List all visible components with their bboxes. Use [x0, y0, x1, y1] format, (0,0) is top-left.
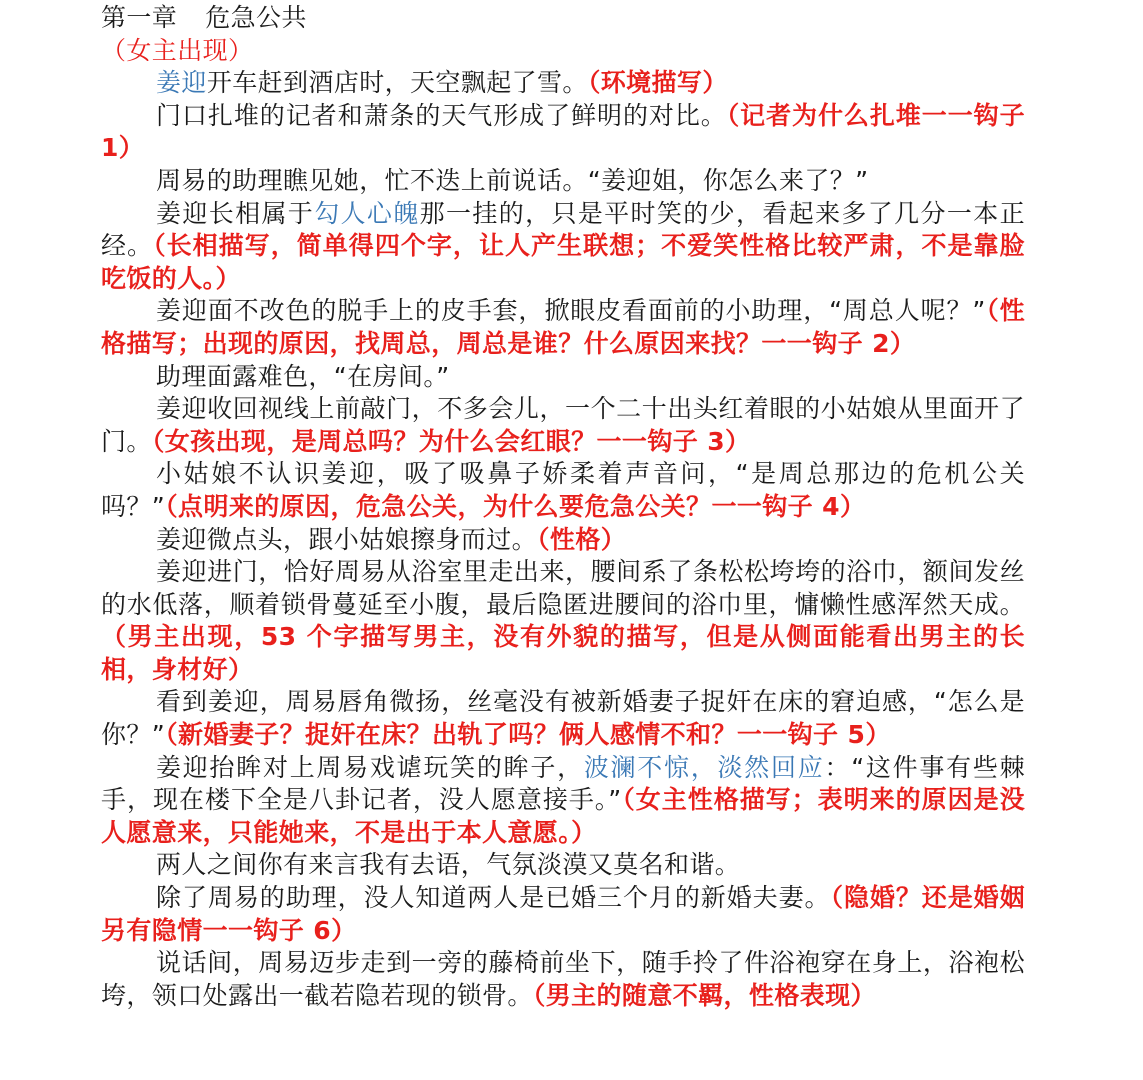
paragraph	[101, 556, 1025, 686]
paragraph	[101, 882, 1025, 947]
paragraph	[101, 849, 1025, 882]
body-text-segment: 姜迎进门，恰好周易从浴室里走出来，腰间系了条松松垮垮的浴巾，额间发丝的水低落，顺着锁骨蔓延至小腹，最后隐匿进腰间的浴巾里，慵懒性感浑然天成。	[101, 557, 1025, 619]
body-text-segment: 姜迎收回视线上前敲门，不多会儿，一个二十出头红着眼的小姑娘从里面开了门。	[101, 394, 1025, 456]
paragraph	[101, 361, 1025, 394]
body-text-segment: 姜迎微点头，跟小姑娘擦身而过。	[156, 524, 538, 554]
body-text-segment: 说话间，周易迈步走到一旁的藤椅前坐下，随手拎了件浴袍穿在身上，浴袍松垮，领口处露出一截若隐若现的锁骨。	[101, 948, 1025, 1010]
annotation-note: （隐婚？还是婚姻另有隐情一一钩子 6）	[101, 883, 1025, 945]
body-text-segment: 姜迎面不改色的脱手上的皮手套，掀眼皮看面前的小助理，“周总人呢？”	[156, 296, 986, 326]
annotation-note: （新婚妻子？捉奸在床？出轨了吗？俩人感情不和？一一钩子 5）	[165, 720, 891, 750]
paragraph	[101, 393, 1025, 458]
body-text-segment: ：“这件事有些棘手，现在楼下全是八卦记者，没人愿意接手。”	[101, 752, 1026, 815]
annotation-note: （性格）	[537, 524, 627, 554]
annotation-note: （男主的随意不羁，性格表现）	[532, 980, 876, 1010]
paragraph	[101, 295, 1025, 360]
body-text-segment: 那一挂的，只是平时笑的少，看起来多了几分一本正经。	[101, 198, 1026, 261]
body-text-segment: 看到姜迎，周易唇角微扬，丝毫没有被新婚妻子捉奸在床的窘迫感，“怎么是你？”	[101, 687, 1025, 750]
chapter-title	[101, 2, 1025, 35]
annotation-note: （点明来的原因，危急公关，为什么要危急公关？一一钩子 4）	[165, 491, 866, 521]
paragraph	[101, 165, 1025, 198]
annotation-note: （女孩出现，是周总吗？为什么会红眼？一一钩子 3）	[151, 426, 751, 456]
body-text	[101, 67, 1025, 1012]
body-text-segment: 助理面露难色，“在房间。”	[156, 361, 450, 391]
paragraph	[101, 100, 1025, 165]
paragraph	[101, 947, 1025, 1012]
annotation-note: （男主出现，53 个字描写男主，没有外貌的描写，但是从侧面能看出男主的长相，身材好）	[101, 622, 1025, 684]
body-text-segment: 姜迎抬眸对上周易戏谑玩笑的眸子，	[156, 752, 584, 782]
highlighted-text: 波澜不惊，淡然回应	[583, 752, 825, 782]
annotation-note: （环境描写）	[587, 68, 728, 98]
body-text-segment: 姜迎长相属于	[156, 198, 315, 228]
body-text-segment: 开车赶到酒店时，天空飘起了雪。	[206, 68, 588, 98]
annotation-note: （女主性格描写；表明来的原因是没人愿意来，只能她来，不是出于本人意愿。）	[101, 785, 1025, 847]
paragraph	[101, 752, 1025, 850]
body-text-segment: 门口扎堆的记者和萧条的天气形成了鲜明的对比。	[156, 100, 727, 130]
highlighted-text: 姜迎	[156, 68, 207, 98]
highlighted-text: 勾人心魄	[314, 198, 420, 228]
paragraph	[101, 686, 1025, 751]
body-text-segment: 周易的助理瞧见她，忙不迭上前说话。“姜迎姐，你怎么来了？”	[156, 165, 869, 195]
body-text-segment: 除了周易的助理，没人知道两人是已婚三个月的新婚夫妻。	[156, 883, 831, 913]
annotation-note: （记者为什么扎堆一一钩子 1）	[101, 100, 1025, 163]
paragraph	[101, 524, 1025, 557]
paragraph	[101, 458, 1025, 523]
heroine-appears-note: （女主出现）	[101, 35, 254, 65]
annotation-note: （长相描写，简单得四个字，让人产生联想；不爱笑性格比较严肃，不是靠脸吃饭的人。）	[101, 231, 1025, 293]
annotation-note: （性格描写；出现的原因，找周总，周总是谁？什么原因来找？一一钩子 2）	[101, 296, 1025, 358]
paragraph	[101, 67, 1025, 100]
body-text-segment: 小姑娘不认识姜迎，吸了吸鼻子娇柔着声音问，“是周总那边的危机公关吗？”	[101, 459, 1025, 521]
chapter-number: 第一章	[101, 3, 178, 32]
chapter-name: 危急公共	[205, 3, 307, 32]
body-text-segment: 两人之间你有来言我有去语，气氛淡漠又莫名和谐。	[156, 850, 741, 880]
paragraph	[101, 198, 1025, 296]
